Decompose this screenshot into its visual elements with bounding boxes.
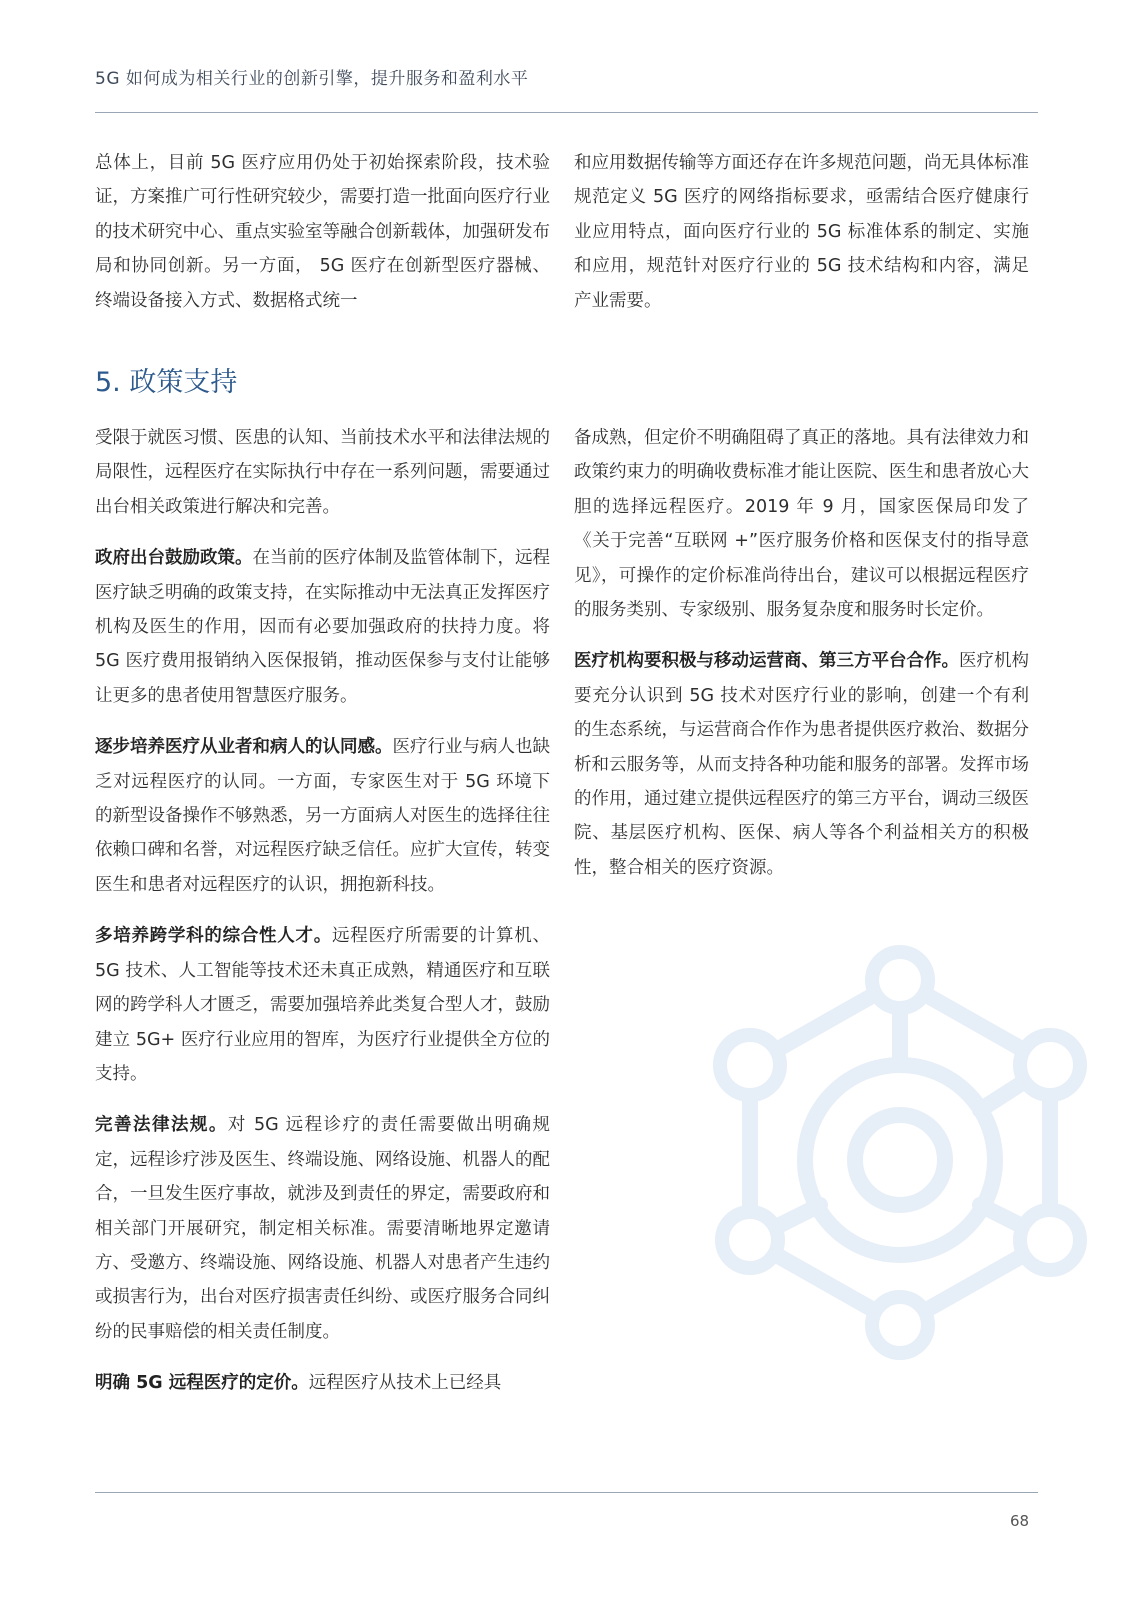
paragraph (95, 541, 550, 713)
paragraph (95, 1366, 550, 1400)
header-rule (95, 112, 1038, 113)
paragraph-text: 医疗行业与病人也缺乏对远程医疗的认同。一方面，专家医生对于 5G 环境下的新型设备操作不够熟悉，另一方面病人对医生的选择往往依赖口碑和名誉，对远程医疗缺乏信任。应扩大宣传，转变医生和患者对远程医疗的认识，拥抱新科技。 (95, 737, 550, 895)
paragraph (95, 919, 550, 1091)
paragraph-text: 在当前的医疗体制及监管体制下，远程医疗缺乏明确的政策支持，在实际推动中无法真正发挥医疗机构及医生的作用，因而有必要加强政府的扶持力度。将 5G 医疗费用报销纳入医保报销，推动医保参与支付让能够让更多的患者使用智慧医疗服务。 (95, 548, 550, 706)
right-column (574, 421, 1029, 902)
paragraph (574, 644, 1029, 885)
intro-left-text: 总体上，目前 5G 医疗应用仍处于初始探索阶段，技术验证，方案推广可行性研究较少，需要打造一批面向医疗行业的技术研究中心、重点实验室等融合创新载体，加强研发布局和协同创新。另一方面， 5G 医疗在创新型医疗器械、终端设备接入方式、数据格式统一 (95, 153, 550, 311)
footer-rule (95, 1492, 1038, 1493)
paragraph-lead: 完善法律法规。 (95, 1115, 228, 1136)
paragraph-lead: 医疗机构要积极与移动运营商、第三方平台合作。 (574, 651, 959, 672)
left-column (95, 421, 550, 1418)
intro-right-text: 和应用数据传输等方面还存在许多规范问题，尚无具体标准规范定义 5G 医疗的网络指标要求，亟需结合医疗健康行业应用特点，面向医疗行业的 5G 标准体系的制定、实施和应用，规范针对医疗行业的 5G 技术结构和内容，满足产业需要。 (574, 153, 1029, 311)
paragraph-lead: 明确 5G 远程医疗的定价。 (95, 1373, 309, 1394)
section-heading: 5. 政策支持 (95, 367, 238, 398)
paragraph (574, 421, 1029, 627)
network-hexagon-icon (690, 940, 1110, 1390)
paragraph (95, 421, 550, 524)
paragraph-lead: 逐步培养医疗从业者和病人的认同感。 (95, 737, 393, 758)
paragraph-text: 远程医疗从技术上已经具 (308, 1373, 502, 1394)
header-title: 5G 如何成为相关行业的创新引擎，提升服务和盈利水平 (95, 69, 529, 89)
paragraph (95, 730, 550, 902)
page-number: 68 (1010, 1512, 1030, 1530)
paragraph (95, 1108, 550, 1349)
paragraph-lead: 政府出台鼓励政策。 (95, 548, 253, 569)
paragraph-text: 医疗机构要充分认识到 5G 技术对医疗行业的影响，创建一个有利的生态系统，与运营商合作作为患者提供医疗救治、数据分析和云服务等，从而支持各种功能和服务的部署。发挥市场的作用，通过建立提供远程医疗的第三方平台，调动三级医院、基层医疗机构、医保、病人等各个利益相关方的积极性，整合相关的医疗资源。 (574, 651, 1029, 878)
paragraph-text: 对 5G 远程诊疗的责任需要做出明确规定，远程诊疗涉及医生、终端设施、网络设施、机器人的配合，一旦发生医疗事故，就涉及到责任的界定，需要政府和相关部门开展研究，制定相关标准。需要清晰地界定邀请方、受邀方、终端设施、网络设施、机器人对患者产生违约或损害行为，出台对医疗损害责任纠纷、或医疗服务合同纠纷的民事赔偿的相关责任制度。 (95, 1115, 550, 1342)
paragraph-text: 受限于就医习惯、医患的认知、当前技术水平和法律法规的局限性，远程医疗在实际执行中存在一系列问题，需要通过出台相关政策进行解决和完善。 (95, 428, 550, 517)
paragraph-lead: 多培养跨学科的综合性人才。 (95, 926, 332, 947)
paragraph-text: 远程医疗所需要的计算机、5G 技术、人工智能等技术还未真正成熟，精通医疗和互联网的跨学科人才匮乏，需要加强培养此类复合型人才，鼓励建立 5G+ 医疗行业应用的智库，为医疗行业提供全方位的支持。 (95, 926, 551, 1084)
intro-right-column (574, 146, 1029, 335)
intro-left-column (95, 146, 550, 335)
paragraph-text: 备成熟，但定价不明确阻碍了真正的落地。具有法律效力和政策约束力的明确收费标准才能让医院、医生和患者放心大胆的选择远程医疗。2019 年 9 月，国家医保局印发了《关于完善“互联网 +”医疗服务价格和医保支付的指导意见》，可操作的定价标准尚待出台，建议可以根据远程医疗的服务类别、专家级别、服务复杂度和服务时长定价。 (574, 428, 1029, 621)
